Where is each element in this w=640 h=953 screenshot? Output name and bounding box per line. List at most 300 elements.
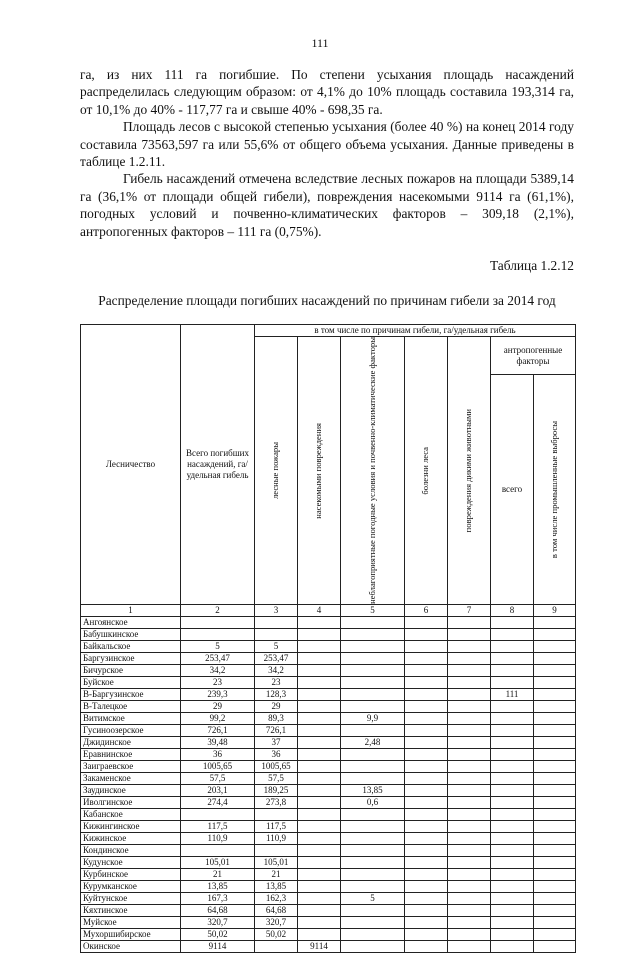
value-cell: 105,01 — [181, 856, 255, 868]
table-row — [81, 856, 576, 868]
value-cell: 320,7 — [181, 916, 255, 928]
value-cell — [491, 868, 534, 880]
value-cell — [448, 712, 491, 724]
header-anthro-industrial-cell — [534, 375, 576, 605]
value-cell: 36 — [181, 748, 255, 760]
value-cell — [534, 676, 576, 688]
value-cell — [491, 796, 534, 808]
value-cell — [448, 916, 491, 928]
value-cell — [341, 856, 405, 868]
value-cell — [405, 676, 448, 688]
value-cell: 128,3 — [255, 688, 298, 700]
forestry-name-cell: Курумканское — [81, 880, 181, 892]
value-cell — [448, 652, 491, 664]
table-row — [81, 784, 576, 796]
table-row — [81, 916, 576, 928]
value-cell: 274,4 — [181, 796, 255, 808]
value-cell — [448, 928, 491, 940]
value-cell — [534, 928, 576, 940]
value-cell — [534, 784, 576, 796]
value-cell: 105,01 — [255, 856, 298, 868]
forestry-name-cell: Ангоянское — [81, 616, 181, 628]
forestry-name-cell: Муйское — [81, 916, 181, 928]
value-cell — [405, 688, 448, 700]
value-cell — [255, 808, 298, 820]
header-anthropogenic: антропогенные факторы — [491, 337, 576, 375]
value-cell: 50,02 — [181, 928, 255, 940]
value-cell: 110,9 — [255, 832, 298, 844]
value-cell — [298, 928, 341, 940]
column-number: 5 — [341, 604, 405, 616]
value-cell — [534, 868, 576, 880]
value-cell — [341, 688, 405, 700]
table-row — [81, 712, 576, 724]
value-cell — [448, 796, 491, 808]
value-cell — [534, 844, 576, 856]
value-cell: 34,2 — [255, 664, 298, 676]
value-cell — [491, 856, 534, 868]
value-cell — [491, 748, 534, 760]
forestry-name-cell: Кижинское — [81, 832, 181, 844]
value-cell — [448, 832, 491, 844]
value-cell — [491, 772, 534, 784]
value-cell — [405, 736, 448, 748]
forestry-name-cell: Куйтунское — [81, 892, 181, 904]
value-cell: 13,85 — [181, 880, 255, 892]
value-cell — [341, 880, 405, 892]
value-cell — [298, 772, 341, 784]
value-cell: 0,6 — [341, 796, 405, 808]
table-row — [81, 808, 576, 820]
value-cell — [491, 832, 534, 844]
value-cell — [341, 700, 405, 712]
value-cell — [534, 772, 576, 784]
forestry-name-cell: Кондинское — [81, 844, 181, 856]
value-cell — [341, 748, 405, 760]
forestry-name-cell: Мухоршибирское — [81, 928, 181, 940]
value-cell — [405, 892, 448, 904]
value-cell — [298, 868, 341, 880]
value-cell — [448, 892, 491, 904]
table-row — [81, 736, 576, 748]
value-cell: 9114 — [298, 940, 341, 952]
forestry-name-cell: Еравнинское — [81, 748, 181, 760]
value-cell — [405, 724, 448, 736]
table-row — [81, 664, 576, 676]
value-cell — [298, 820, 341, 832]
value-cell — [341, 916, 405, 928]
value-cell — [405, 700, 448, 712]
value-cell — [491, 928, 534, 940]
value-cell: 57,5 — [181, 772, 255, 784]
value-cell: 21 — [255, 868, 298, 880]
value-cell — [491, 616, 534, 628]
value-cell — [298, 760, 341, 772]
value-cell — [255, 616, 298, 628]
value-cell — [405, 868, 448, 880]
forestry-name-cell: Заудинское — [81, 784, 181, 796]
header-insects: насекомыми повреждения — [313, 422, 324, 519]
value-cell — [405, 940, 448, 952]
table-row — [81, 796, 576, 808]
table-row — [81, 928, 576, 940]
value-cell — [448, 664, 491, 676]
value-cell — [298, 832, 341, 844]
value-cell — [534, 616, 576, 628]
table-body — [81, 616, 576, 952]
table-row — [81, 940, 576, 952]
forestry-name-cell: Байкальское — [81, 640, 181, 652]
value-cell: 320,7 — [255, 916, 298, 928]
value-cell — [405, 760, 448, 772]
forestry-name-cell: Бичурское — [81, 664, 181, 676]
value-cell — [298, 904, 341, 916]
value-cell — [298, 736, 341, 748]
value-cell — [341, 868, 405, 880]
table-row — [81, 676, 576, 688]
value-cell — [405, 904, 448, 916]
value-cell — [405, 856, 448, 868]
value-cell: 21 — [181, 868, 255, 880]
value-cell: 57,5 — [255, 772, 298, 784]
value-cell — [298, 676, 341, 688]
value-cell — [491, 700, 534, 712]
value-cell — [534, 736, 576, 748]
value-cell — [491, 916, 534, 928]
value-cell — [405, 616, 448, 628]
value-cell — [405, 928, 448, 940]
value-cell — [341, 844, 405, 856]
value-cell: 726,1 — [181, 724, 255, 736]
paragraph-3: Гибель насаждений отмечена вследствие лесных пожаров на площади 5389,14 га (36,1% от площади общей гибели), повреждения насекомыми 9114 га (61,1%), погодных условий и почвенно-климатических факторов – 309,18 (2,1%), антропогенных факторов – 111 га (0,75%). — [80, 171, 574, 239]
value-cell — [298, 784, 341, 796]
value-cell — [405, 796, 448, 808]
value-cell: 23 — [181, 676, 255, 688]
value-cell — [298, 688, 341, 700]
table-row — [81, 616, 576, 628]
value-cell — [298, 616, 341, 628]
value-cell — [534, 628, 576, 640]
dead-stands-table — [80, 324, 576, 953]
table-row — [81, 880, 576, 892]
value-cell — [405, 808, 448, 820]
table-row — [81, 892, 576, 904]
value-cell — [448, 760, 491, 772]
value-cell — [341, 940, 405, 952]
value-cell — [491, 724, 534, 736]
value-cell: 9114 — [181, 940, 255, 952]
table-row — [81, 640, 576, 652]
forestry-name-cell: Окинское — [81, 940, 181, 952]
value-cell — [448, 628, 491, 640]
value-cell — [534, 700, 576, 712]
value-cell: 162,3 — [255, 892, 298, 904]
value-cell — [534, 688, 576, 700]
value-cell — [405, 784, 448, 796]
forestry-name-cell: В-Талецкое — [81, 700, 181, 712]
value-cell: 37 — [255, 736, 298, 748]
forestry-name-cell: Закаменское — [81, 772, 181, 784]
value-cell — [491, 808, 534, 820]
column-number: 1 — [81, 604, 181, 616]
header-animals: повреждения дикими животными — [463, 408, 474, 533]
value-cell — [534, 940, 576, 952]
table-row — [81, 820, 576, 832]
value-cell: 39,48 — [181, 736, 255, 748]
value-cell — [534, 892, 576, 904]
page-number: 111 — [311, 36, 329, 50]
value-cell — [405, 772, 448, 784]
value-cell — [405, 628, 448, 640]
value-cell: 189,25 — [255, 784, 298, 796]
body-text — [80, 66, 574, 240]
value-cell: 5 — [181, 640, 255, 652]
table-row — [81, 832, 576, 844]
header-insects-cell — [298, 337, 341, 605]
value-cell — [298, 844, 341, 856]
column-number: 8 — [491, 604, 534, 616]
value-cell — [534, 652, 576, 664]
value-cell — [448, 616, 491, 628]
value-cell — [405, 844, 448, 856]
value-cell: 273,8 — [255, 796, 298, 808]
column-number: 3 — [255, 604, 298, 616]
value-cell — [298, 748, 341, 760]
column-number: 7 — [448, 604, 491, 616]
value-cell — [298, 640, 341, 652]
value-cell — [255, 628, 298, 640]
value-cell — [534, 904, 576, 916]
value-cell: 34,2 — [181, 664, 255, 676]
table-row — [81, 760, 576, 772]
value-cell: 726,1 — [255, 724, 298, 736]
forestry-name-cell: Иволгинское — [81, 796, 181, 808]
value-cell — [491, 820, 534, 832]
value-cell — [405, 820, 448, 832]
value-cell — [255, 844, 298, 856]
value-cell: 167,3 — [181, 892, 255, 904]
paragraph-2: Площадь лесов с высокой степенью усыхания (более 40 %) на конец 2014 году составила 73563,597 га или 55,6% от общего объема усыхания. Данные приведены в таблице 1.2.11. — [80, 119, 574, 170]
value-cell: 29 — [181, 700, 255, 712]
value-cell: 1005,65 — [181, 760, 255, 772]
value-cell — [448, 868, 491, 880]
value-cell — [491, 676, 534, 688]
value-cell — [181, 628, 255, 640]
value-cell — [448, 700, 491, 712]
header-forestry: Лесничество — [81, 325, 181, 605]
value-cell — [405, 712, 448, 724]
header-weather: неблагоприятные погодные условия и почвенно-климатические факторы — [366, 337, 377, 604]
value-cell — [341, 640, 405, 652]
value-cell — [405, 748, 448, 760]
header-fires-cell — [255, 337, 298, 605]
value-cell: 117,5 — [255, 820, 298, 832]
value-cell — [298, 856, 341, 868]
value-cell — [534, 856, 576, 868]
column-number: 4 — [298, 604, 341, 616]
value-cell — [255, 940, 298, 952]
value-cell — [491, 760, 534, 772]
value-cell — [298, 664, 341, 676]
value-cell — [534, 796, 576, 808]
forestry-name-cell: Буйское — [81, 676, 181, 688]
value-cell: 64,68 — [255, 904, 298, 916]
forestry-name-cell: Кяхтинское — [81, 904, 181, 916]
forestry-name-cell: Гусиноозерское — [81, 724, 181, 736]
value-cell — [341, 676, 405, 688]
column-number: 2 — [181, 604, 255, 616]
value-cell: 64,68 — [181, 904, 255, 916]
value-cell — [534, 808, 576, 820]
value-cell — [298, 652, 341, 664]
value-cell — [448, 640, 491, 652]
value-cell: 111 — [491, 688, 534, 700]
forestry-name-cell: В-Баргузинское — [81, 688, 181, 700]
value-cell — [298, 880, 341, 892]
value-cell — [534, 820, 576, 832]
value-cell — [181, 808, 255, 820]
table-row — [81, 700, 576, 712]
value-cell — [448, 844, 491, 856]
value-cell: 13,85 — [341, 784, 405, 796]
value-cell — [181, 616, 255, 628]
header-anthro-total: всего — [491, 375, 534, 605]
table-row — [81, 652, 576, 664]
value-cell — [448, 736, 491, 748]
forestry-name-cell: Кудунское — [81, 856, 181, 868]
table-row — [81, 724, 576, 736]
forestry-name-cell: Заиграевское — [81, 760, 181, 772]
value-cell — [534, 724, 576, 736]
table-row — [81, 868, 576, 880]
value-cell: 5 — [341, 892, 405, 904]
value-cell: 117,5 — [181, 820, 255, 832]
value-cell — [341, 904, 405, 916]
value-cell — [491, 736, 534, 748]
value-cell — [448, 724, 491, 736]
value-cell: 29 — [255, 700, 298, 712]
header-fires: лесные пожары — [270, 441, 281, 499]
value-cell — [341, 724, 405, 736]
paragraph-1: га, из них 111 га погибшие. По степени усыхания площадь насаждений распределилась следующим образом: от 4,1% до 10% площадь составила 193,314 га, от 10,1% до 40% - 117,77 га и свыше 40% - 698,35 га. — [80, 67, 574, 117]
value-cell — [341, 628, 405, 640]
value-cell — [534, 664, 576, 676]
table-row — [81, 904, 576, 916]
value-cell — [341, 664, 405, 676]
value-cell — [405, 664, 448, 676]
table-number: Таблица 1.2.12 — [489, 258, 574, 273]
value-cell: 203,1 — [181, 784, 255, 796]
value-cell — [298, 724, 341, 736]
value-cell: 13,85 — [255, 880, 298, 892]
column-number-row — [81, 604, 576, 616]
forestry-name-cell: Баргузинское — [81, 652, 181, 664]
table-row — [81, 772, 576, 784]
value-cell — [448, 808, 491, 820]
value-cell — [298, 712, 341, 724]
value-cell: 253,47 — [181, 652, 255, 664]
value-cell — [341, 928, 405, 940]
table-title: Распределение площади погибших насаждений по причинам гибели за 2014 год — [98, 293, 556, 308]
value-cell: 239,3 — [181, 688, 255, 700]
value-cell — [298, 796, 341, 808]
value-cell — [448, 940, 491, 952]
value-cell — [491, 880, 534, 892]
forestry-name-cell: Бабушкинское — [81, 628, 181, 640]
forestry-name-cell: Джидинское — [81, 736, 181, 748]
value-cell — [448, 772, 491, 784]
value-cell — [341, 772, 405, 784]
value-cell — [298, 892, 341, 904]
value-cell — [448, 688, 491, 700]
value-cell — [341, 760, 405, 772]
header-weather-cell — [341, 337, 405, 605]
value-cell — [341, 832, 405, 844]
value-cell: 2,48 — [341, 736, 405, 748]
value-cell — [448, 856, 491, 868]
value-cell — [298, 700, 341, 712]
value-cell: 36 — [255, 748, 298, 760]
value-cell — [491, 712, 534, 724]
header-animals-cell — [448, 337, 491, 605]
value-cell — [534, 832, 576, 844]
value-cell — [405, 880, 448, 892]
value-cell: 50,02 — [255, 928, 298, 940]
value-cell — [491, 784, 534, 796]
value-cell — [341, 652, 405, 664]
value-cell: 9,9 — [341, 712, 405, 724]
value-cell — [405, 832, 448, 844]
table-row — [81, 844, 576, 856]
value-cell — [405, 652, 448, 664]
value-cell — [448, 676, 491, 688]
value-cell: 23 — [255, 676, 298, 688]
value-cell — [491, 844, 534, 856]
value-cell — [298, 628, 341, 640]
value-cell: 253,47 — [255, 652, 298, 664]
value-cell — [491, 640, 534, 652]
value-cell — [448, 784, 491, 796]
column-number: 9 — [534, 604, 576, 616]
value-cell: 110,9 — [181, 832, 255, 844]
header-disease-cell — [405, 337, 448, 605]
value-cell — [405, 916, 448, 928]
table-row — [81, 628, 576, 640]
forestry-name-cell: Кабанское — [81, 808, 181, 820]
value-cell — [491, 892, 534, 904]
header-anthro-industrial: в том числе промышленные выбросы — [548, 421, 559, 559]
value-cell — [534, 916, 576, 928]
value-cell — [448, 820, 491, 832]
value-cell — [491, 940, 534, 952]
value-cell — [341, 616, 405, 628]
value-cell — [491, 664, 534, 676]
value-cell — [341, 808, 405, 820]
header-total: Всего погибших насаждений, га/удельная гибель — [181, 325, 255, 605]
value-cell — [491, 628, 534, 640]
value-cell — [534, 640, 576, 652]
value-cell — [448, 904, 491, 916]
value-cell: 99,2 — [181, 712, 255, 724]
header-disease: болезни леса — [420, 446, 431, 495]
value-cell — [448, 880, 491, 892]
table-row — [81, 688, 576, 700]
forestry-name-cell: Витимское — [81, 712, 181, 724]
value-cell — [181, 844, 255, 856]
value-cell — [534, 712, 576, 724]
value-cell — [491, 652, 534, 664]
value-cell — [491, 904, 534, 916]
